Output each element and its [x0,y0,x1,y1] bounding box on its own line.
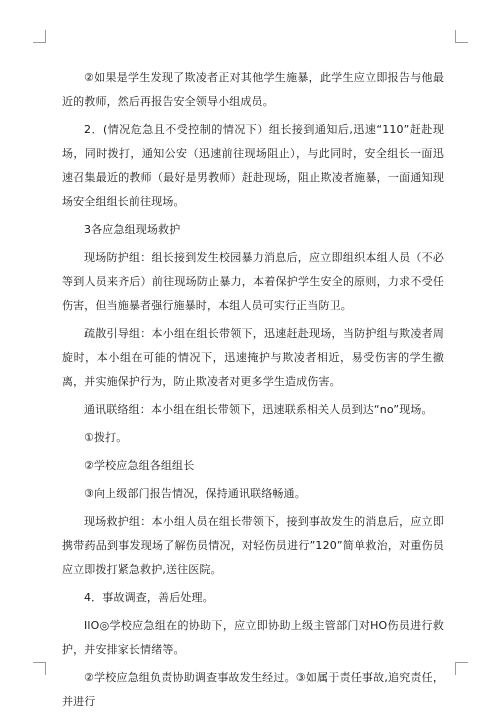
crop-mark-bottom-right [455,662,468,675]
list-item-dial: ①拨打。 [84,431,128,444]
crop-mark-top-left [33,30,46,43]
list-item-report-upward: ③向上级部门报告情况，保持通讯联络畅通。 [84,487,306,500]
crop-mark-bottom-left [33,662,46,675]
paragraph-evacuation-group: 疏散引导组：本小组在组长带领下，迅速赶赴现场，当防护组与欺凌者周旋时，本小组在可能的情况下，迅速掩护与欺凌者相近，易受伤害的学生撤离，并实施保护行为，防止欺凌者对更多学生造成伤害。 [62,327,444,388]
paragraph-emergency-response: 2．(情况危急且不受控制的情况下）组长接到通知后,迅速“110”赶赴现场，同时拨打，通知公安（迅速前往现场阻止），与此同时，安全组长一面迅速召集最近的教师（最好是男教师）赶赴现场，阻止欺凌者施暴，一面通知现场安全组组长前往现场。 [62,123,444,208]
section-heading-rescue: 3各应急组现场救护 [84,223,181,236]
paragraph-protection-group: 现场防护组：组长接到发生校园暴力消息后，应立即组织本组人员（不必等到人员来齐后）前往现场防止暴力，本着保护学生安全的原则，力求不受任伤害，但当施暴者强行施暴时，本组人员可实行正当防卫。 [62,251,444,312]
list-item-group-leaders: ②学校应急组各组组长 [84,459,195,472]
paragraph-communication-group: 通讯联络组：本小组在组长带领下，迅速联系相关人员到达“no”现场。 [84,403,433,416]
paragraph-investigate-accident: ②学校应急组负责协助调查事故发生经过。③如属于责任事故,追究责任，并进行 [62,671,444,708]
paragraph-student-report: ②如果是学生发现了欺凌者正对其他学生施暴，此学生应立即报告与他最近的教师，然后再报告安全领导小组成员。 [62,71,444,108]
section-heading-investigation: 4．事故调查，善后处理。 [84,591,214,604]
paragraph-medical-group: 现场救护组：本小组人员在组长带领下，接到事故发生的消息后，应立即携带药品到事发现场了解伤员情况，对轻伤员进行”120”简单救治，对重伤员应立即拨打紧急救护,送往医院。 [62,515,444,576]
crop-mark-top-right [455,30,468,43]
document-body [62,66,444,718]
paragraph-assist-treatment: IlO◎学校应急组在的协助下，应立即协助上级主管部门对HO伤员进行救护，并安排家长情绪等。 [62,619,444,656]
